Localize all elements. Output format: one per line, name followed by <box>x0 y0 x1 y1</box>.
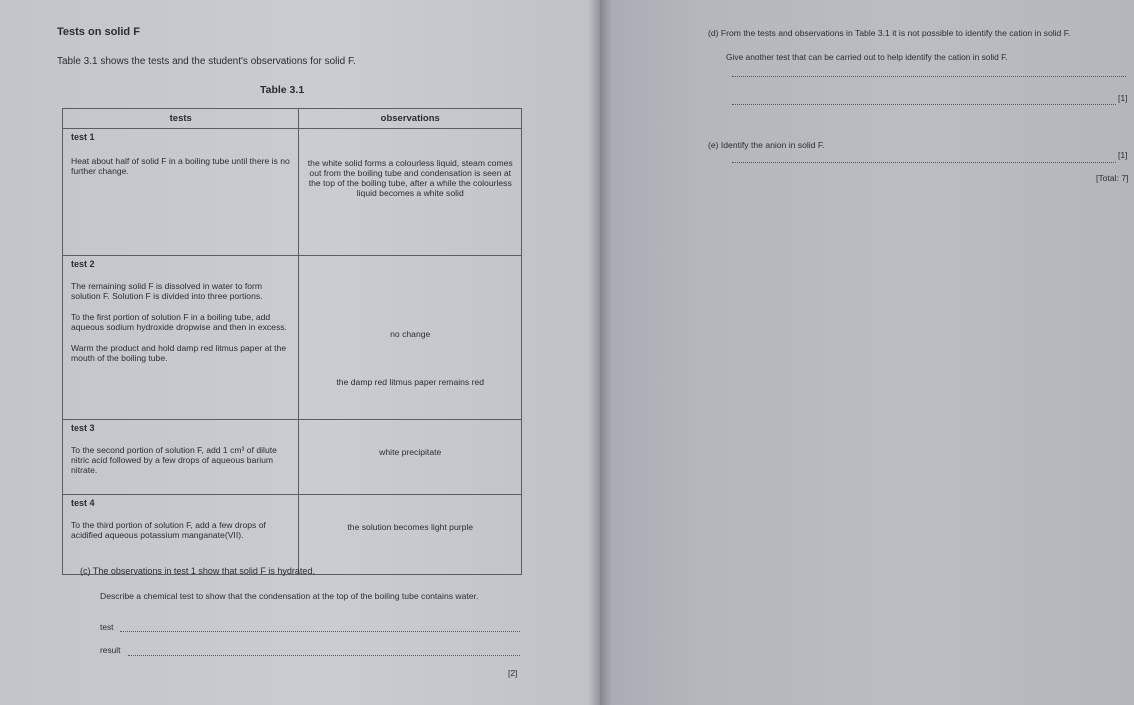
test-answer-line[interactable] <box>120 631 520 632</box>
question-d-body: Give another test that can be carried out to help identify the cation in solid F. <box>726 52 1008 62</box>
test-label: test 1 <box>71 132 95 142</box>
test-procedure: The remaining solid F is dissolved in water to form solution F. Solution F is divided into three portions. <box>71 281 263 301</box>
table-row <box>63 256 522 420</box>
question-c-marks: [2] <box>508 668 518 678</box>
result-answer-label: result <box>100 645 121 655</box>
test-procedure: To the third portion of solution F, add a few drops of acidified aqueous potassium manganate(VII). <box>71 520 266 540</box>
question-e-answer-line[interactable] <box>732 162 1116 163</box>
observation-cell <box>299 256 522 420</box>
observation-text: no change <box>390 329 431 339</box>
observations-column-header: observations <box>299 109 522 129</box>
test-cell <box>63 129 299 256</box>
book-gutter <box>588 0 612 705</box>
observations-table <box>62 108 522 575</box>
test-cell <box>63 495 299 575</box>
observation-text: the solution becomes light purple <box>347 522 474 532</box>
question-c-stem: (c) The observations in test 1 show that solid F is hydrated. <box>80 566 315 576</box>
observation-cell <box>299 420 522 495</box>
test-cell <box>63 420 299 495</box>
table-caption: Table 3.1 <box>260 84 305 96</box>
result-answer-line[interactable] <box>128 655 520 656</box>
test-label: test 2 <box>71 259 95 269</box>
table-header-row <box>63 109 522 129</box>
intro-text: Table 3.1 shows the tests and the student's observations for solid F. <box>57 56 356 67</box>
test-procedure: To the first portion of solution F in a boiling tube, add aqueous sodium hydroxide dropwise and then in excess. <box>71 312 287 332</box>
question-e-stem: (e) Identify the anion in solid F. <box>708 140 825 150</box>
test-answer-label: test <box>100 622 114 632</box>
observation-cell <box>299 129 522 256</box>
test-procedure: Warm the product and hold damp red litmus paper at the mouth of the boiling tube. <box>71 343 287 363</box>
table-row <box>63 129 522 256</box>
question-d-answer-line-2[interactable] <box>732 104 1116 105</box>
question-d-stem: (d) From the tests and observations in Table 3.1 it is not possible to identify the cation in solid F. <box>708 28 1071 38</box>
tests-column-header: tests <box>63 109 299 129</box>
page-heading: Tests on solid F <box>57 26 140 38</box>
question-c-body: Describe a chemical test to show that the condensation at the top of the boiling tube contains water. <box>100 591 479 601</box>
observation-text: the damp red litmus paper remains red <box>336 377 485 387</box>
question-e-marks: [1] <box>1118 150 1128 160</box>
test-label: test 3 <box>71 423 95 433</box>
question-d-marks: [1] <box>1118 93 1128 103</box>
test-cell <box>63 256 299 420</box>
right-page <box>600 0 1134 705</box>
observation-text: white precipitate <box>379 447 442 457</box>
test-procedure: To the second portion of solution F, add 1 cm³ of dilute nitric acid followed by a few drops of aqueous barium nitrate. <box>71 445 277 475</box>
observation-cell <box>299 495 522 575</box>
question-total: [Total: 7] <box>1096 173 1129 183</box>
question-d-answer-line-1[interactable] <box>732 76 1126 77</box>
test-procedure: Heat about half of solid F in a boiling tube until there is no further change. <box>71 156 290 176</box>
observation-text: the white solid forms a colourless liquid, steam comes out from the boiling tube and condensation is seen at the top of the boiling tube, after a while the colourless liquid becomes a white solid <box>307 158 513 198</box>
table-row <box>63 420 522 495</box>
table-row <box>63 495 522 575</box>
test-label: test 4 <box>71 498 95 508</box>
